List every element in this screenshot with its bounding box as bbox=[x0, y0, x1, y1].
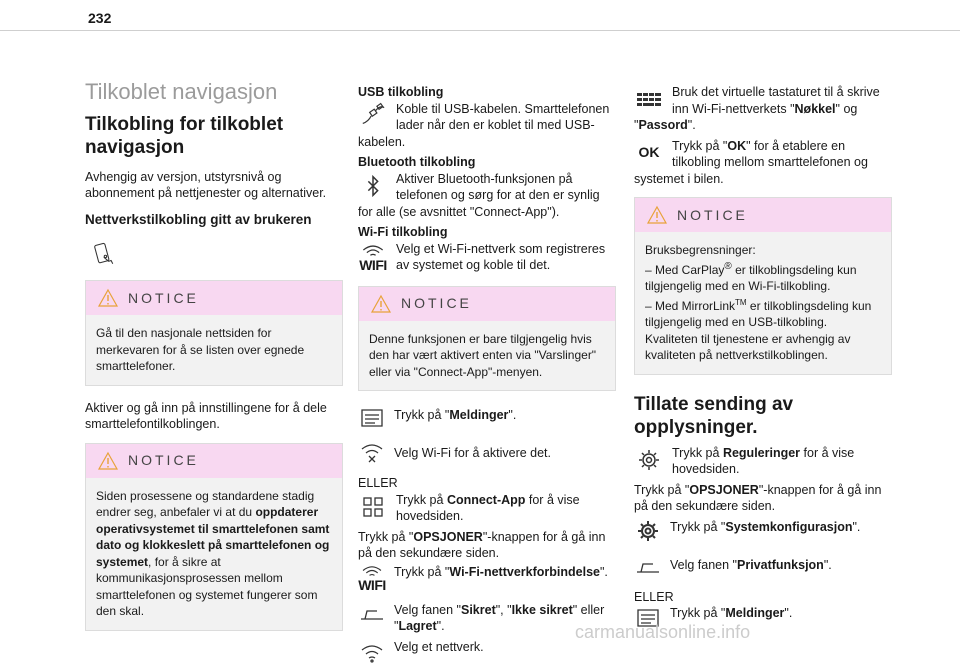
text-run: Trykk på " bbox=[672, 138, 728, 153]
tab-icon bbox=[358, 600, 386, 628]
text-run: ", " bbox=[495, 602, 512, 617]
text-run: Trykk på bbox=[672, 445, 723, 460]
notice-title: NOTICE bbox=[128, 452, 199, 469]
notice-box-4 bbox=[634, 197, 892, 375]
ok-icon bbox=[634, 138, 664, 168]
warning-icon bbox=[371, 295, 391, 313]
warning-icon bbox=[98, 452, 118, 470]
text-run-bold: Connect-App bbox=[446, 492, 526, 507]
notice-header bbox=[86, 444, 342, 478]
text-run-bold: Lagret bbox=[398, 619, 437, 633]
wifi-icon-label: WIFI bbox=[358, 576, 386, 593]
notice-box-2 bbox=[85, 443, 343, 631]
text-run: Trykk på " bbox=[358, 529, 414, 544]
notice-title: NOTICE bbox=[128, 289, 199, 306]
watermark: carmanualsonline.info bbox=[575, 622, 751, 642]
page-number: 232 bbox=[88, 10, 112, 26]
superscript: ® bbox=[724, 260, 732, 272]
step-keyboard bbox=[634, 84, 892, 134]
text-run: Bruk det virtuelle tastaturet til å skrive inn Wi-Fi-nettverkets " bbox=[672, 85, 880, 116]
text-run: Velg fanen " bbox=[670, 557, 737, 572]
bluetooth-block bbox=[358, 171, 616, 221]
text-run: "-knappen for å gå inn på den sekundære siden. bbox=[358, 529, 606, 560]
text-run: ". bbox=[508, 408, 517, 422]
bluetooth-icon bbox=[358, 171, 388, 201]
notice-box-3 bbox=[358, 286, 616, 392]
text-run-bold: Privatfunksjon bbox=[737, 557, 824, 572]
text-run: ". bbox=[599, 564, 608, 579]
text-run: "-knappen for å gå inn på den sekundære siden. bbox=[634, 482, 882, 513]
usb-block bbox=[358, 101, 616, 151]
notice-line bbox=[645, 259, 881, 295]
settings-gear-icon bbox=[634, 445, 664, 475]
text-run: er tilkoblingsdeling kun tilgjengelig med en Wi-Fi-tilkobling. bbox=[645, 262, 857, 293]
or-label: ELLER bbox=[358, 476, 398, 490]
intro-text: Avhengig av versjon, utstyrsnivå og abonnement på nettjenester og alternativer. bbox=[85, 169, 327, 200]
header-divider bbox=[0, 30, 960, 31]
warning-icon bbox=[98, 289, 118, 307]
section-title: Tilkoblet navigasjon bbox=[85, 79, 278, 104]
notice-text bbox=[86, 478, 342, 620]
step-connect-app bbox=[358, 492, 616, 525]
keyboard-icon bbox=[634, 84, 664, 114]
bluetooth-text: Aktiver Bluetooth-funksjonen på telefonen og sørg for at den er synlig for alle (se avsnittet "Connect-App"). bbox=[358, 171, 600, 219]
text-run-bold: OPSJONER bbox=[413, 529, 483, 544]
notice-header bbox=[86, 281, 342, 315]
text-run-bold: Nøkkel bbox=[794, 101, 836, 116]
text-run: ". bbox=[436, 619, 445, 633]
usb-title: USB tilkobling bbox=[358, 85, 444, 99]
text-run-bold: Reguleringer bbox=[722, 445, 801, 460]
smartphone-icon bbox=[85, 236, 121, 272]
notice-text bbox=[635, 232, 891, 364]
notice-line: Kvaliteten til tjenestene er avhengig av kvaliteten på nettverkstilkoblingen. bbox=[645, 331, 851, 362]
text-run: ". bbox=[823, 557, 832, 572]
column-middle bbox=[358, 84, 616, 671]
text-run-bold: OPSJONER bbox=[689, 482, 759, 497]
step-messages bbox=[358, 405, 616, 433]
text-run: " og " bbox=[634, 101, 858, 132]
step-wifi-toggle bbox=[358, 439, 616, 467]
system-config-gear-icon bbox=[634, 517, 662, 545]
notice-text: Gå til den nasjonale nettsiden for merkevaren for å se listen over egnede smarttelefoner. bbox=[96, 326, 305, 373]
text-run: Trykk på " bbox=[634, 482, 690, 497]
step-text: Velg et nettverk. bbox=[394, 639, 484, 654]
text-run-bold: oppdaterer operativsystemet til smarttelefonen samt dato og klokkeslett på smarttelefonen og systemet bbox=[96, 505, 330, 569]
messages-icon bbox=[358, 405, 386, 433]
text-run: Velg fanen " bbox=[394, 602, 461, 617]
text-run: Trykk på bbox=[396, 492, 447, 507]
text-run: " eller " bbox=[394, 602, 605, 633]
warning-icon bbox=[647, 206, 667, 224]
text-run: ". bbox=[687, 118, 696, 132]
text-run: " for å etablere en tilkobling mellom smarttelefonen og systemet i bilen. bbox=[634, 138, 868, 186]
text-run: – Med MirrorLink bbox=[645, 298, 736, 313]
text-run: er tilkoblingsdeling kun tilgjengelig med en USB-tilkobling. bbox=[645, 298, 872, 329]
text-run-bold: Sikret bbox=[461, 602, 496, 617]
wifi-title: Wi-Fi tilkobling bbox=[358, 225, 448, 239]
subheading-network: Nettverkstilkobling gitt av brukeren bbox=[85, 211, 312, 227]
text-run: for å vise hovedsiden. bbox=[672, 445, 855, 476]
text-run: Trykk på " bbox=[394, 564, 450, 579]
notice-line bbox=[645, 295, 881, 331]
text-run: for å vise hovedsiden. bbox=[396, 492, 580, 523]
notice-line: Bruksbegrensninger: bbox=[645, 243, 756, 257]
grid-apps-icon bbox=[358, 492, 388, 522]
text-run: Trykk på " bbox=[670, 606, 726, 620]
step-private-tab bbox=[634, 553, 892, 581]
or-label: ELLER bbox=[634, 589, 674, 604]
notice-title: NOTICE bbox=[401, 295, 472, 312]
step-options bbox=[634, 482, 892, 515]
text-run: ". bbox=[852, 519, 861, 534]
heading-send-info: Tillate sending av opplysninger. bbox=[634, 393, 794, 438]
wifi-text: Velg et Wi-Fi-nettverk som registreres av systemet og koble til det. bbox=[396, 241, 606, 272]
notice-header bbox=[635, 198, 891, 232]
usb-cable-icon bbox=[358, 101, 388, 131]
text-run: Trykk på " bbox=[670, 519, 726, 534]
step-wifi-network bbox=[358, 562, 616, 596]
step-text: Velg Wi-Fi for å aktivere det. bbox=[394, 446, 552, 460]
step-ok bbox=[634, 138, 892, 188]
column-right bbox=[634, 84, 892, 637]
step-options bbox=[358, 529, 616, 562]
notice-title: NOTICE bbox=[677, 206, 748, 223]
usb-text: Koble til USB-kabelen. Smarttelefonen lader når den er koblet til med USB-kabelen. bbox=[358, 101, 610, 149]
wifi-icon bbox=[358, 639, 386, 667]
text-run: – Med CarPlay bbox=[645, 262, 725, 277]
text-run-bold: Systemkonfigurasjon bbox=[725, 519, 853, 534]
text-run-bold: Passord bbox=[638, 118, 688, 132]
wifi-icon bbox=[358, 241, 388, 277]
step-settings bbox=[634, 445, 892, 478]
text-run: Trykk på " bbox=[394, 408, 450, 422]
text-run-bold: OK bbox=[727, 138, 747, 153]
column-left bbox=[85, 79, 343, 645]
text-run-bold: Meldinger bbox=[725, 606, 785, 620]
notice-header bbox=[359, 287, 615, 321]
tab-icon bbox=[634, 553, 662, 581]
ok-icon-label: OK bbox=[638, 144, 660, 161]
bluetooth-title: Bluetooth tilkobling bbox=[358, 155, 476, 169]
superscript: TM bbox=[735, 297, 747, 307]
wifi-icon-label: WIFI bbox=[359, 257, 387, 274]
heading-connection: Tilkobling for tilkoblet navigasjon bbox=[85, 113, 284, 158]
notice-text: Denne funksjonen er bare tilgjengelig hvis den har vært aktivert enten via "Varslinger" eller via "Connect-App"-menyen. bbox=[369, 331, 597, 379]
text-run-bold: Wi-Fi-nettverkforbindelse bbox=[449, 564, 600, 579]
activate-text: Aktiver og gå inn på innstillingene for å dele smarttelefontilkoblingen. bbox=[85, 400, 327, 431]
wifi-icon bbox=[358, 562, 386, 596]
text-run-bold: Ikke sikret bbox=[511, 602, 573, 617]
text-run: ". bbox=[784, 606, 793, 620]
text-run: , for å sikre at kommunikasjonsprosessen mellom smarttelefonen og systemet fungerer som den skal. bbox=[96, 554, 318, 618]
text-run: Siden prosessene og standardene stadig endrer seg, anbefaler vi at du bbox=[96, 488, 315, 519]
notice-box-1 bbox=[85, 280, 343, 386]
wifi-off-icon bbox=[358, 439, 386, 467]
text-run-bold: Meldinger bbox=[449, 408, 509, 422]
step-system-config bbox=[634, 517, 892, 545]
wifi-block bbox=[358, 241, 616, 274]
